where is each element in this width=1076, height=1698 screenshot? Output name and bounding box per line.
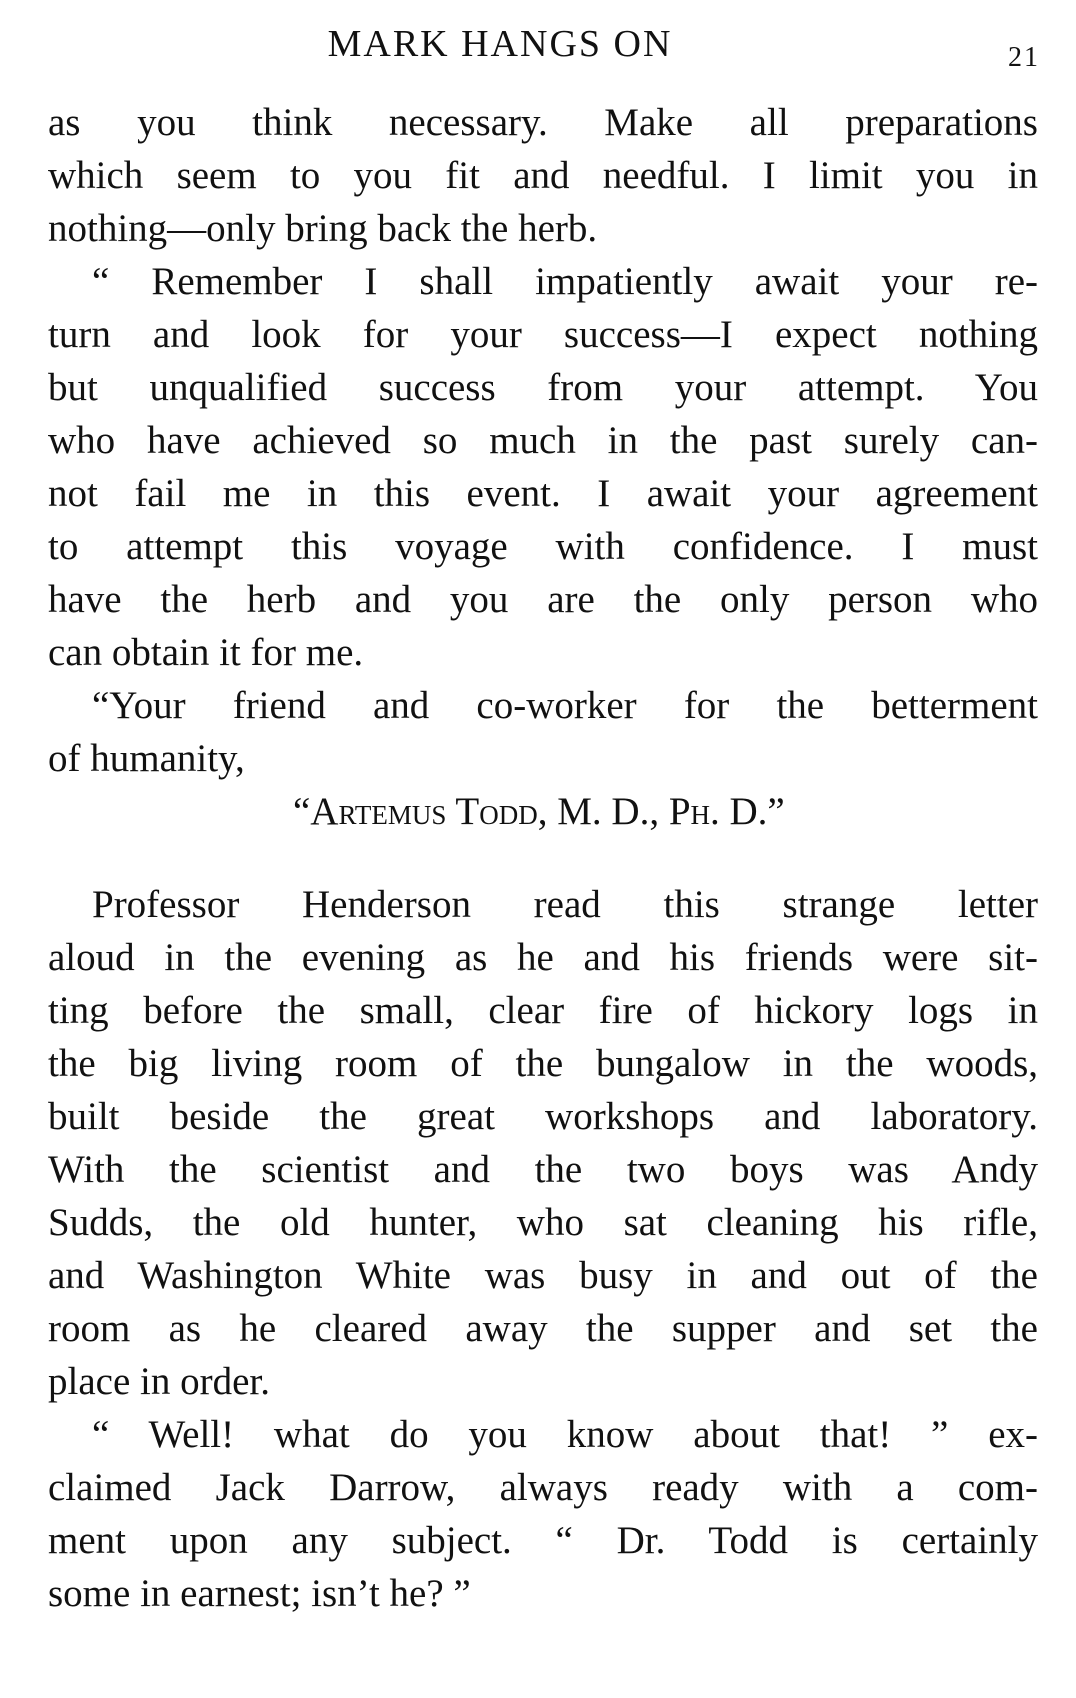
body-text	[48, 96, 1038, 1620]
letter-signature: “Artemus Todd, M. D., Ph. D.”	[293, 790, 785, 833]
text-line: Sudds, the old hunter, who sat cleaning his rifle,	[48, 1201, 1038, 1244]
paragraph	[48, 96, 1038, 255]
text-line: who have achieved so much in the past surely can-	[48, 419, 1038, 462]
text-line: can obtain it for me.	[48, 631, 364, 674]
text-line: have the herb and you are the only person who	[48, 578, 1038, 621]
text-line: nothing—only bring back the herb.	[48, 207, 598, 250]
text-line: to attempt this voyage with confidence. I must	[48, 525, 1038, 568]
running-title: MARK HANGS ON	[327, 23, 673, 65]
paragraph	[48, 1408, 1038, 1620]
paragraph	[48, 878, 1038, 1408]
page-header	[0, 22, 1076, 82]
text-line: place in order.	[48, 1360, 270, 1403]
paragraph	[48, 679, 1038, 785]
text-line: which seem to you fit and needful. I limit you in	[48, 154, 1038, 197]
text-line: not fail me in this event. I await your agreement	[48, 472, 1038, 515]
text-line: “Your friend and co-worker for the betterment	[92, 684, 1038, 727]
text-line: Professor Henderson read this strange letter	[92, 883, 1038, 926]
text-line: as you think necessary. Make all preparations	[48, 101, 1038, 144]
text-line: aloud in the evening as he and his friends were sit-	[48, 936, 1038, 979]
text-line: but unqualified success from your attempt. You	[48, 366, 1038, 409]
text-line: the big living room of the bungalow in the woods,	[48, 1042, 1038, 1085]
text-line: claimed Jack Darrow, always ready with a com-	[48, 1466, 1038, 1509]
text-line: turn and look for your success—I expect nothing	[48, 313, 1038, 356]
text-line: “ Well! what do you know about that! ” ex-	[92, 1413, 1038, 1456]
text-line: and Washington White was busy in and out of the	[48, 1254, 1038, 1297]
text-line: With the scientist and the two boys was Andy	[48, 1148, 1038, 1191]
page-number: 21	[1008, 42, 1040, 73]
text-line: ting before the small, clear fire of hickory logs in	[48, 989, 1038, 1032]
text-line: “ Remember I shall impatiently await your re-	[92, 260, 1038, 303]
text-line: room as he cleared away the supper and set the	[48, 1307, 1038, 1350]
text-line: built beside the great workshops and laboratory.	[48, 1095, 1038, 1138]
text-line: some in earnest; isn’t he? ”	[48, 1572, 471, 1615]
text-line: of humanity,	[48, 737, 245, 780]
text-line: ment upon any subject. “ Dr. Todd is certainly	[48, 1519, 1038, 1562]
paragraph	[48, 255, 1038, 679]
